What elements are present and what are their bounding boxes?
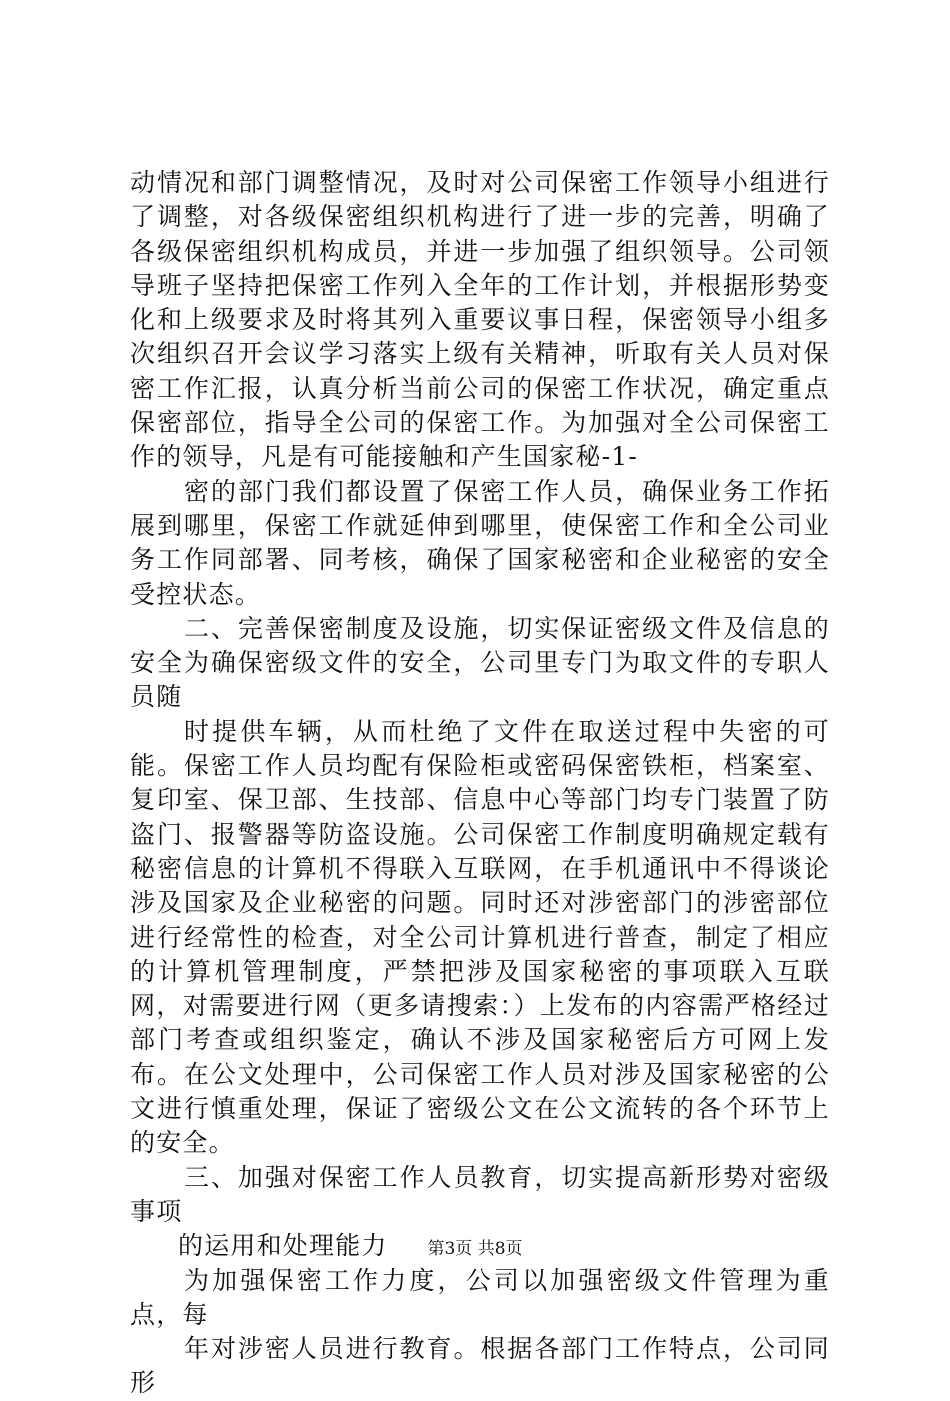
document-body xyxy=(130,166,830,1401)
section-heading-3: 三、加强对保密工作人员教育，切实提高新形势对密级事项 xyxy=(130,1162,830,1226)
paragraph-3: 时提供车辆，从而杜绝了文件在取送过程中失密的可能。保密工作人员均配有保险柜或密码保密铁柜，档案室、复印室、保卫部、生技部、信息中心等部门均专门装置了防盗门、报警器等防盗设施。公司保密工作制度明确规定载有秘密信息的计算机不得联入互联网，在手机通讯中不得谈论涉及国家及企业秘密的问题。同时还对涉密部门的涉密部位进行经常性的检查，对全公司计算机进行普查，制定了相应的计算机管理制度，严禁把涉及国家秘密的事项联入互联网，对需要进行网（更多请搜索：）上发布的内容需严格经过部门考查或组织鉴定，确认不涉及国家秘密后方可网上发布。在公文处理中，公司保密工作人员对涉及国家秘密的公文进行慎重处理，保证了密级公文在公文流转的各个环节上的安全。 xyxy=(130,716,830,1158)
paragraph-5: 年对涉密人员进行教育。根据各部门工作特点，公司同形 xyxy=(130,1334,830,1398)
page-number-footer: 第3页 共8页 xyxy=(427,1239,523,1259)
section-heading-2: 二、完善保密制度及设施，切实保证密级文件及信息的安全为确保密级文件的安全，公司里专门为取文件的专职人员随 xyxy=(130,613,830,712)
paragraph-2: 密的部门我们都设置了保密工作人员，确保业务工作拓展到哪里，保密工作就延伸到哪里，使保密工作和全公司业务工作同部署、同考核，确保了国家秘密和企业秘密的安全受控状态。 xyxy=(130,476,830,609)
section-heading-3-continued: 的运用和处理能力 xyxy=(178,1231,388,1261)
paragraph-4: 为加强保密工作力度，公司以加强密级文件管理为重点，每 xyxy=(130,1265,830,1329)
paragraph-1: 动情况和部门调整情况，及时对公司保密工作领导小组进行了调整，对各级保密组织机构进行了进一步的完善，明确了各级保密组织机构成员，并进一步加强了组织领导。公司领导班子坚持把保密工作列入全年的工作计划，并根据形势变化和上级要求及时将其列入重要议事日程，保密领导小组多次组织召开会议学习落实上级有关精神，听取有关人员对保密工作汇报，认真分析当前公司的保密工作状况，确定重点保密部位，指导全公司的保密工作。为加强对全公司保密工作的领导，凡是有可能接触和产生国家秘-1- xyxy=(130,168,830,472)
